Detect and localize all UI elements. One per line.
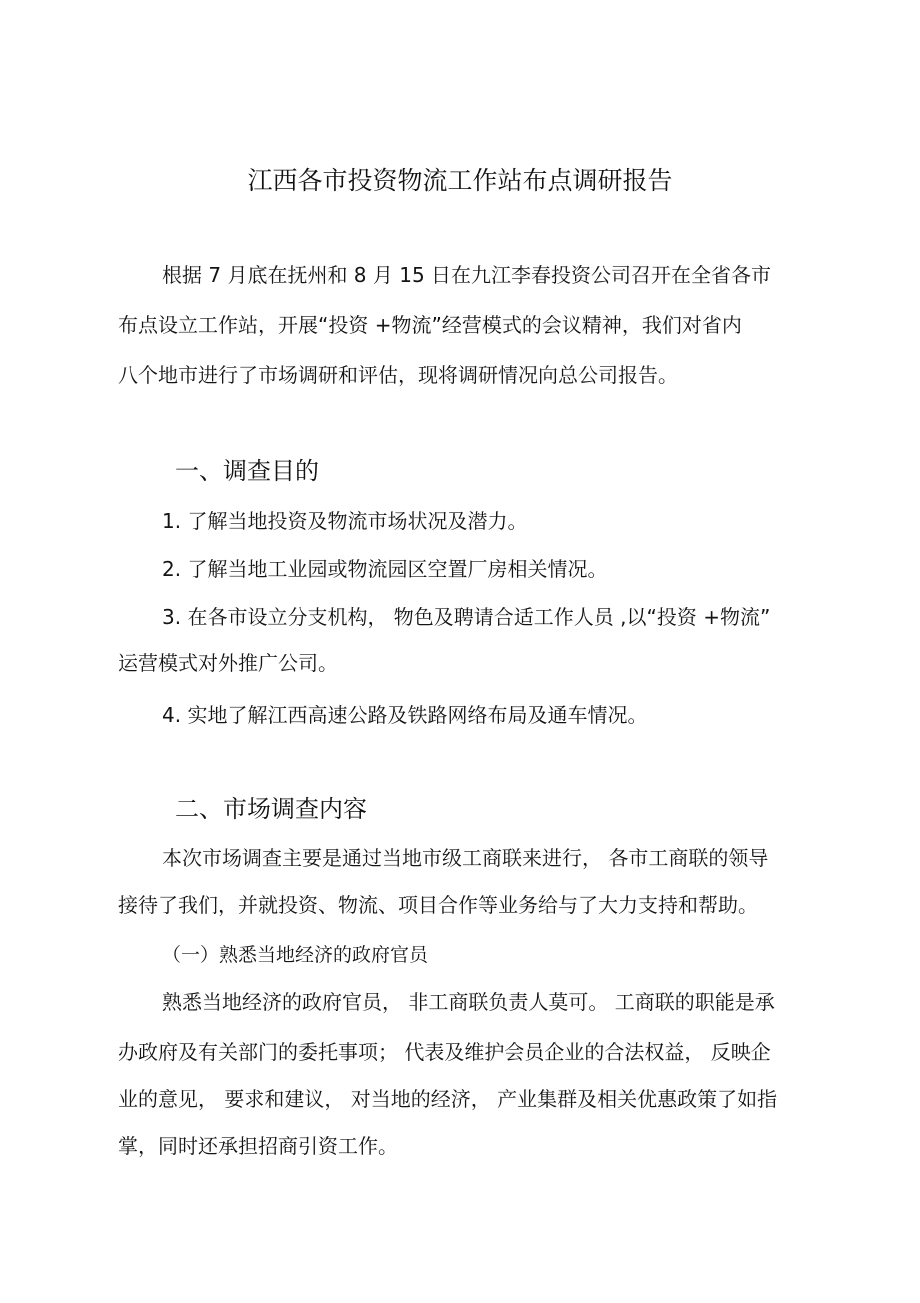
content-paragraph-2-line-2: 办政府及有关部门的委托事项； 代表及维护会员企业的合法权益， 反映企: [118, 1040, 771, 1064]
intro-line-3: 八个地市进行了市场调研和评估，现将调研情况向总公司报告。: [118, 363, 678, 387]
content-paragraph-1-line-1: 本次市场调查主要是通过当地市级工商联来进行， 各市工商联的领导: [162, 846, 769, 870]
intro-line-1: 根据 7 月底在抚州和 8 月 15 日在九江李春投资公司召开在全省各市: [162, 263, 772, 287]
purpose-item-4: 4. 实地了解江西高速公路及铁路网络布局及通车情况。: [162, 703, 648, 727]
purpose-item-2: 2. 了解当地工业园或物流园区空置厂房相关情况。: [162, 557, 608, 581]
content-paragraph-2-line-3: 业的意见， 要求和建议， 对当地的经济， 产业集群及相关优惠政策了如指: [118, 1087, 778, 1111]
content-paragraph-1-line-2: 接待了我们，并就投资、物流、项目合作等业务给与了大力支持和帮助。: [118, 893, 758, 917]
section-2-heading: 二、市场调查内容: [175, 795, 367, 823]
content-paragraph-2-line-1: 熟悉当地经济的政府官员， 非工商联负责人莫可。 工商联的职能是承: [162, 990, 775, 1014]
purpose-item-3: 3. 在各市设立分支机构， 物色及聘请合适工作人员 ,以“投资 +物流”: [162, 605, 771, 629]
subsection-heading: （一）熟悉当地经济的政府官员: [162, 944, 429, 966]
purpose-item-3-continued: 运营模式对外推广公司。: [118, 651, 338, 675]
intro-line-2: 布点设立工作站，开展“投资 +物流”经营模式的会议精神，我们对省内: [118, 313, 742, 337]
document-title: 江西各市投资物流工作站布点调研报告: [247, 166, 673, 195]
section-1-heading: 一、调查目的: [175, 457, 319, 485]
content-paragraph-2-line-4: 掌，同时还承担招商引资工作。: [118, 1134, 398, 1158]
purpose-item-1: 1. 了解当地投资及物流市场状况及潜力。: [162, 509, 528, 533]
